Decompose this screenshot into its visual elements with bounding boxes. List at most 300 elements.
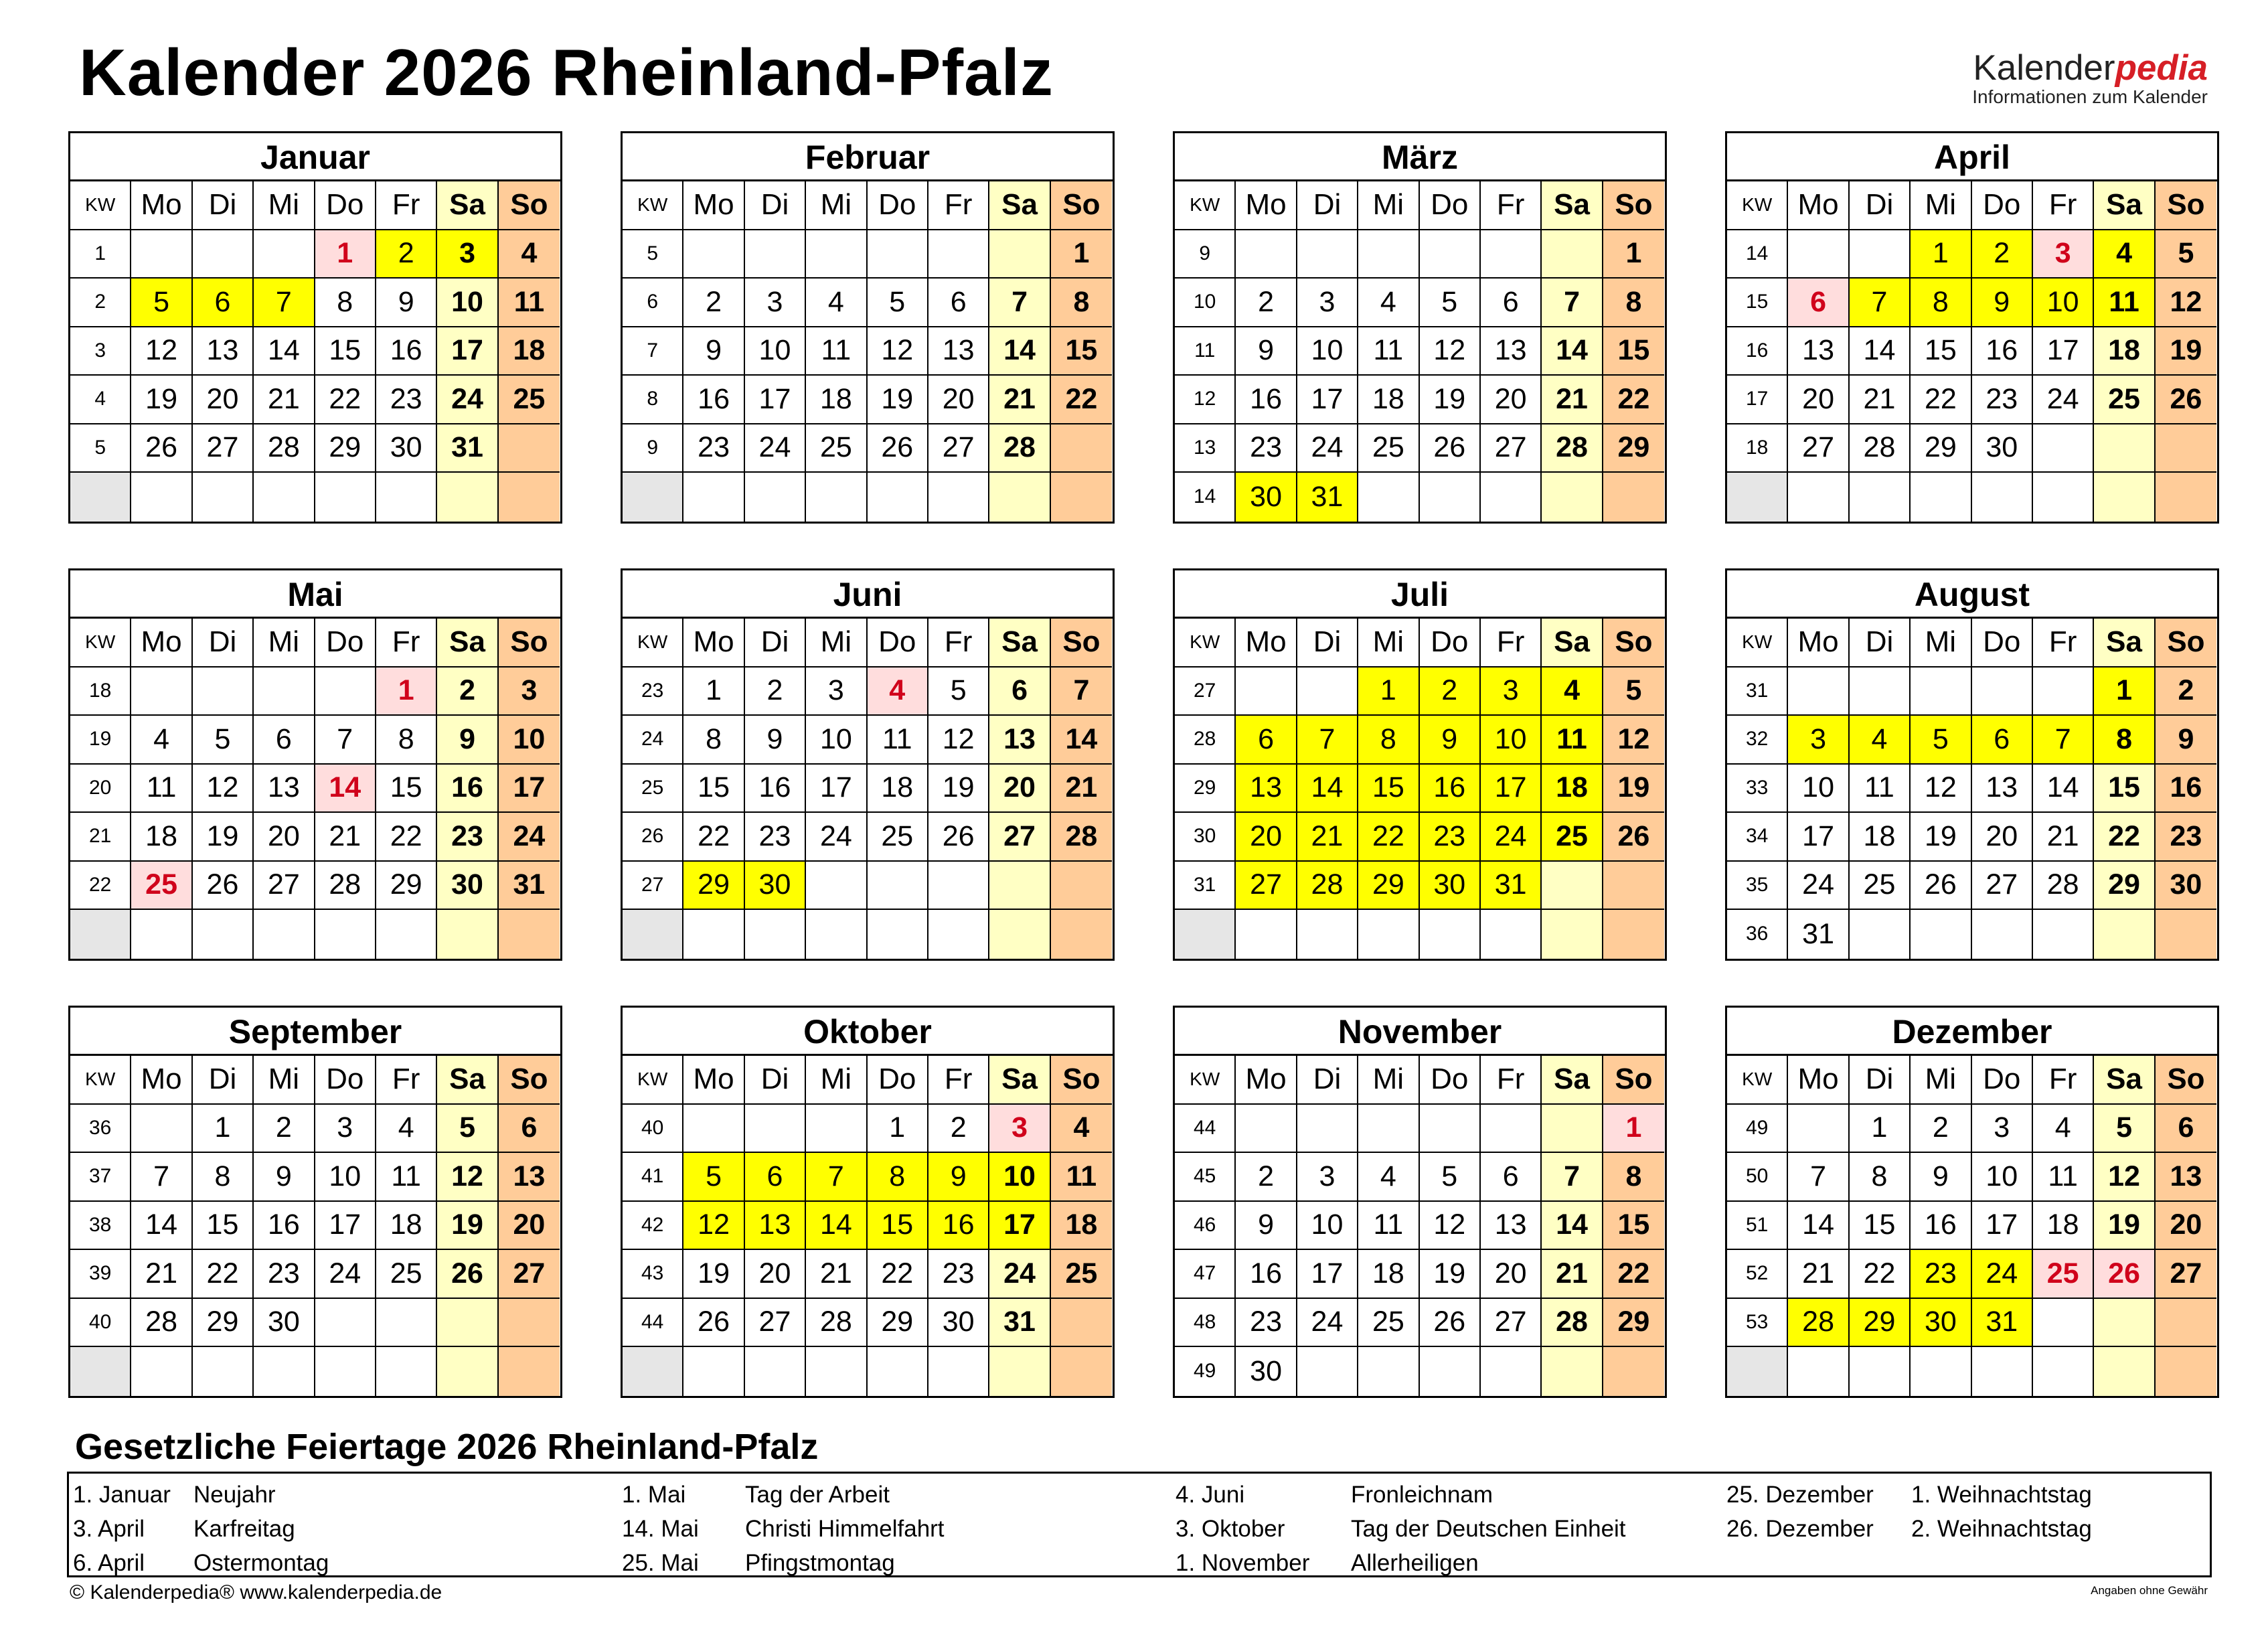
- day-cell[interactable]: 31: [1297, 473, 1358, 522]
- day-cell[interactable]: 6: [928, 279, 989, 327]
- day-cell[interactable]: 25: [499, 376, 560, 424]
- day-cell[interactable]: 30: [376, 424, 437, 473]
- day-cell[interactable]: 17: [2033, 327, 2094, 376]
- day-cell[interactable]: 21: [1788, 1250, 1849, 1299]
- day-cell[interactable]: 29: [1850, 1299, 1911, 1348]
- day-cell[interactable]: 17: [437, 327, 498, 376]
- day-cell[interactable]: 29: [2094, 862, 2155, 911]
- day-cell[interactable]: 9: [254, 1153, 315, 1202]
- day-cell[interactable]: 16: [1236, 376, 1297, 424]
- day-cell[interactable]: 26: [1420, 424, 1481, 473]
- day-cell[interactable]: 27: [1236, 862, 1297, 911]
- day-cell[interactable]: 6: [1481, 279, 1542, 327]
- day-cell[interactable]: 11: [1542, 716, 1603, 765]
- day-cell[interactable]: 25: [1051, 1250, 1112, 1299]
- day-cell[interactable]: 22: [1603, 376, 1664, 424]
- day-cell[interactable]: 24: [745, 424, 806, 473]
- day-cell[interactable]: 9: [745, 716, 806, 765]
- day-cell[interactable]: 15: [193, 1202, 254, 1251]
- day-cell[interactable]: 14: [131, 1202, 192, 1251]
- day-cell[interactable]: 16: [1236, 1250, 1297, 1299]
- day-cell[interactable]: 20: [928, 376, 989, 424]
- day-cell[interactable]: 16: [1972, 327, 2033, 376]
- day-cell[interactable]: 25: [2033, 1250, 2094, 1299]
- day-cell[interactable]: 20: [989, 765, 1050, 813]
- day-cell[interactable]: 2: [1911, 1105, 1971, 1154]
- day-cell[interactable]: 3: [2033, 230, 2094, 279]
- day-cell[interactable]: 15: [868, 1202, 928, 1251]
- day-cell[interactable]: 21: [989, 376, 1050, 424]
- day-cell[interactable]: 5: [1420, 279, 1481, 327]
- day-cell[interactable]: 5: [193, 716, 254, 765]
- day-cell[interactable]: 26: [131, 424, 192, 473]
- day-cell[interactable]: 9: [1972, 279, 2033, 327]
- day-cell[interactable]: 13: [1481, 327, 1542, 376]
- day-cell[interactable]: 20: [1236, 813, 1297, 862]
- day-cell[interactable]: 26: [683, 1299, 744, 1348]
- day-cell[interactable]: 28: [806, 1299, 867, 1348]
- day-cell[interactable]: 26: [193, 862, 254, 911]
- day-cell[interactable]: 20: [193, 376, 254, 424]
- day-cell[interactable]: 19: [1420, 376, 1481, 424]
- day-cell[interactable]: 11: [131, 765, 192, 813]
- day-cell[interactable]: 20: [745, 1250, 806, 1299]
- day-cell[interactable]: 25: [1358, 424, 1419, 473]
- day-cell[interactable]: 22: [376, 813, 437, 862]
- day-cell[interactable]: 10: [315, 1153, 376, 1202]
- day-cell[interactable]: 25: [1542, 813, 1603, 862]
- day-cell[interactable]: 28: [315, 862, 376, 911]
- day-cell[interactable]: 25: [376, 1250, 437, 1299]
- day-cell[interactable]: 17: [1788, 813, 1849, 862]
- day-cell[interactable]: 21: [2033, 813, 2094, 862]
- day-cell[interactable]: 10: [1972, 1153, 2033, 1202]
- day-cell[interactable]: 1: [193, 1105, 254, 1154]
- day-cell[interactable]: 21: [1850, 376, 1911, 424]
- day-cell[interactable]: 6: [745, 1153, 806, 1202]
- day-cell[interactable]: 11: [806, 327, 867, 376]
- day-cell[interactable]: 31: [1788, 910, 1849, 959]
- day-cell[interactable]: 7: [315, 716, 376, 765]
- day-cell[interactable]: 8: [1603, 1153, 1664, 1202]
- day-cell[interactable]: 9: [1911, 1153, 1971, 1202]
- day-cell[interactable]: 22: [2094, 813, 2155, 862]
- day-cell[interactable]: 21: [1051, 765, 1112, 813]
- day-cell[interactable]: 16: [376, 327, 437, 376]
- day-cell[interactable]: 13: [1972, 765, 2033, 813]
- day-cell[interactable]: 23: [2156, 813, 2216, 862]
- day-cell[interactable]: 18: [1358, 376, 1419, 424]
- day-cell[interactable]: 5: [1603, 668, 1664, 716]
- day-cell[interactable]: 18: [2094, 327, 2155, 376]
- day-cell[interactable]: 16: [683, 376, 744, 424]
- day-cell[interactable]: 24: [2033, 376, 2094, 424]
- day-cell[interactable]: 21: [1542, 376, 1603, 424]
- day-cell[interactable]: 7: [254, 279, 315, 327]
- day-cell[interactable]: 18: [806, 376, 867, 424]
- day-cell[interactable]: 12: [683, 1202, 744, 1251]
- day-cell[interactable]: 22: [1911, 376, 1971, 424]
- day-cell[interactable]: 15: [1911, 327, 1971, 376]
- day-cell[interactable]: 15: [1603, 327, 1664, 376]
- day-cell[interactable]: 6: [193, 279, 254, 327]
- day-cell[interactable]: 13: [1788, 327, 1849, 376]
- day-cell[interactable]: 17: [989, 1202, 1050, 1251]
- day-cell[interactable]: 13: [499, 1153, 560, 1202]
- day-cell[interactable]: 1: [1603, 1105, 1664, 1154]
- day-cell[interactable]: 21: [315, 813, 376, 862]
- day-cell[interactable]: 28: [1297, 862, 1358, 911]
- day-cell[interactable]: 2: [1420, 668, 1481, 716]
- day-cell[interactable]: 24: [989, 1250, 1050, 1299]
- day-cell[interactable]: 29: [193, 1299, 254, 1348]
- day-cell[interactable]: 8: [1911, 279, 1971, 327]
- day-cell[interactable]: 31: [1972, 1299, 2033, 1348]
- day-cell[interactable]: 2: [928, 1105, 989, 1154]
- day-cell[interactable]: 1: [1358, 668, 1419, 716]
- day-cell[interactable]: 19: [1603, 765, 1664, 813]
- day-cell[interactable]: 14: [1788, 1202, 1849, 1251]
- day-cell[interactable]: 28: [2033, 862, 2094, 911]
- day-cell[interactable]: 2: [2156, 668, 2216, 716]
- day-cell[interactable]: 7: [1850, 279, 1911, 327]
- day-cell[interactable]: 11: [868, 716, 928, 765]
- day-cell[interactable]: 6: [499, 1105, 560, 1154]
- day-cell[interactable]: 11: [376, 1153, 437, 1202]
- day-cell[interactable]: 5: [1420, 1153, 1481, 1202]
- day-cell[interactable]: 17: [499, 765, 560, 813]
- day-cell[interactable]: 17: [1297, 1250, 1358, 1299]
- day-cell[interactable]: 30: [745, 862, 806, 911]
- day-cell[interactable]: 15: [376, 765, 437, 813]
- day-cell[interactable]: 19: [683, 1250, 744, 1299]
- day-cell[interactable]: 9: [928, 1153, 989, 1202]
- day-cell[interactable]: 3: [499, 668, 560, 716]
- day-cell[interactable]: 16: [2156, 765, 2216, 813]
- day-cell[interactable]: 26: [2094, 1250, 2155, 1299]
- day-cell[interactable]: 7: [1297, 716, 1358, 765]
- day-cell[interactable]: 26: [1603, 813, 1664, 862]
- day-cell[interactable]: 23: [254, 1250, 315, 1299]
- day-cell[interactable]: 27: [499, 1250, 560, 1299]
- day-cell[interactable]: 9: [1420, 716, 1481, 765]
- day-cell[interactable]: 31: [437, 424, 498, 473]
- day-cell[interactable]: 2: [1972, 230, 2033, 279]
- day-cell[interactable]: 2: [254, 1105, 315, 1154]
- day-cell[interactable]: 27: [1788, 424, 1849, 473]
- day-cell[interactable]: 8: [1051, 279, 1112, 327]
- day-cell[interactable]: 23: [1911, 1250, 1971, 1299]
- day-cell[interactable]: 17: [1481, 765, 1542, 813]
- day-cell[interactable]: 15: [2094, 765, 2155, 813]
- day-cell[interactable]: 6: [1481, 1153, 1542, 1202]
- day-cell[interactable]: 23: [745, 813, 806, 862]
- day-cell[interactable]: 12: [2156, 279, 2216, 327]
- day-cell[interactable]: 4: [376, 1105, 437, 1154]
- day-cell[interactable]: 30: [1236, 473, 1297, 522]
- day-cell[interactable]: 14: [2033, 765, 2094, 813]
- day-cell[interactable]: 31: [499, 862, 560, 911]
- day-cell[interactable]: 8: [376, 716, 437, 765]
- day-cell[interactable]: 28: [1051, 813, 1112, 862]
- day-cell[interactable]: 26: [1420, 1299, 1481, 1348]
- day-cell[interactable]: 28: [1788, 1299, 1849, 1348]
- day-cell[interactable]: 14: [1542, 327, 1603, 376]
- day-cell[interactable]: 28: [1850, 424, 1911, 473]
- day-cell[interactable]: 23: [683, 424, 744, 473]
- day-cell[interactable]: 3: [745, 279, 806, 327]
- day-cell[interactable]: 30: [928, 1299, 989, 1348]
- day-cell[interactable]: 21: [1297, 813, 1358, 862]
- day-cell[interactable]: 10: [2033, 279, 2094, 327]
- day-cell[interactable]: 27: [928, 424, 989, 473]
- day-cell[interactable]: 26: [2156, 376, 2216, 424]
- day-cell[interactable]: 12: [437, 1153, 498, 1202]
- day-cell[interactable]: 7: [1051, 668, 1112, 716]
- day-cell[interactable]: 16: [1911, 1202, 1971, 1251]
- day-cell[interactable]: 8: [1358, 716, 1419, 765]
- day-cell[interactable]: 22: [315, 376, 376, 424]
- day-cell[interactable]: 1: [2094, 668, 2155, 716]
- day-cell[interactable]: 2: [376, 230, 437, 279]
- day-cell[interactable]: 26: [1911, 862, 1971, 911]
- day-cell[interactable]: 24: [1297, 1299, 1358, 1348]
- day-cell[interactable]: 6: [2156, 1105, 2216, 1154]
- day-cell[interactable]: 30: [254, 1299, 315, 1348]
- day-cell[interactable]: 12: [131, 327, 192, 376]
- day-cell[interactable]: 3: [1972, 1105, 2033, 1154]
- day-cell[interactable]: 27: [193, 424, 254, 473]
- day-cell[interactable]: 29: [315, 424, 376, 473]
- day-cell[interactable]: 12: [1911, 765, 1971, 813]
- day-cell[interactable]: 27: [745, 1299, 806, 1348]
- day-cell[interactable]: 14: [806, 1202, 867, 1251]
- day-cell[interactable]: 2: [1236, 1153, 1297, 1202]
- day-cell[interactable]: 1: [683, 668, 744, 716]
- day-cell[interactable]: 31: [989, 1299, 1050, 1348]
- day-cell[interactable]: 20: [1788, 376, 1849, 424]
- day-cell[interactable]: 16: [1420, 765, 1481, 813]
- day-cell[interactable]: 13: [1236, 765, 1297, 813]
- day-cell[interactable]: 17: [1972, 1202, 2033, 1251]
- day-cell[interactable]: 12: [1420, 327, 1481, 376]
- day-cell[interactable]: 30: [1972, 424, 2033, 473]
- day-cell[interactable]: 15: [1358, 765, 1419, 813]
- day-cell[interactable]: 10: [989, 1153, 1050, 1202]
- day-cell[interactable]: 3: [1297, 279, 1358, 327]
- day-cell[interactable]: 27: [254, 862, 315, 911]
- day-cell[interactable]: 13: [928, 327, 989, 376]
- day-cell[interactable]: 4: [1358, 279, 1419, 327]
- day-cell[interactable]: 6: [1788, 279, 1849, 327]
- day-cell[interactable]: 28: [1542, 424, 1603, 473]
- day-cell[interactable]: 23: [928, 1250, 989, 1299]
- day-cell[interactable]: 18: [2033, 1202, 2094, 1251]
- day-cell[interactable]: 4: [499, 230, 560, 279]
- day-cell[interactable]: 23: [1420, 813, 1481, 862]
- day-cell[interactable]: 25: [868, 813, 928, 862]
- day-cell[interactable]: 25: [806, 424, 867, 473]
- day-cell[interactable]: 4: [1358, 1153, 1419, 1202]
- day-cell[interactable]: 7: [1788, 1153, 1849, 1202]
- day-cell[interactable]: 10: [499, 716, 560, 765]
- day-cell[interactable]: 24: [1297, 424, 1358, 473]
- day-cell[interactable]: 3: [989, 1105, 1050, 1154]
- day-cell[interactable]: 6: [989, 668, 1050, 716]
- day-cell[interactable]: 12: [193, 765, 254, 813]
- day-cell[interactable]: 26: [868, 424, 928, 473]
- day-cell[interactable]: 5: [928, 668, 989, 716]
- day-cell[interactable]: 28: [254, 424, 315, 473]
- day-cell[interactable]: 23: [376, 376, 437, 424]
- day-cell[interactable]: 26: [928, 813, 989, 862]
- day-cell[interactable]: 19: [2156, 327, 2216, 376]
- day-cell[interactable]: 7: [989, 279, 1050, 327]
- day-cell[interactable]: 5: [2156, 230, 2216, 279]
- day-cell[interactable]: 22: [868, 1250, 928, 1299]
- day-cell[interactable]: 2: [437, 668, 498, 716]
- day-cell[interactable]: 29: [868, 1299, 928, 1348]
- day-cell[interactable]: 4: [868, 668, 928, 716]
- day-cell[interactable]: 28: [131, 1299, 192, 1348]
- day-cell[interactable]: 24: [499, 813, 560, 862]
- day-cell[interactable]: 2: [683, 279, 744, 327]
- day-cell[interactable]: 14: [1051, 716, 1112, 765]
- day-cell[interactable]: 19: [1911, 813, 1971, 862]
- day-cell[interactable]: 8: [315, 279, 376, 327]
- day-cell[interactable]: 1: [1850, 1105, 1911, 1154]
- day-cell[interactable]: 21: [1542, 1250, 1603, 1299]
- kalenderpedia-logo[interactable]: [1972, 50, 2208, 107]
- day-cell[interactable]: 30: [1236, 1347, 1297, 1396]
- day-cell[interactable]: 12: [868, 327, 928, 376]
- day-cell[interactable]: 25: [1358, 1299, 1419, 1348]
- day-cell[interactable]: 9: [376, 279, 437, 327]
- day-cell[interactable]: 19: [868, 376, 928, 424]
- day-cell[interactable]: 4: [1051, 1105, 1112, 1154]
- day-cell[interactable]: 24: [806, 813, 867, 862]
- day-cell[interactable]: 25: [2094, 376, 2155, 424]
- day-cell[interactable]: 1: [868, 1105, 928, 1154]
- day-cell[interactable]: 29: [376, 862, 437, 911]
- day-cell[interactable]: 4: [806, 279, 867, 327]
- day-cell[interactable]: 10: [437, 279, 498, 327]
- day-cell[interactable]: 7: [1542, 279, 1603, 327]
- day-cell[interactable]: 21: [131, 1250, 192, 1299]
- day-cell[interactable]: 14: [1542, 1202, 1603, 1251]
- day-cell[interactable]: 24: [437, 376, 498, 424]
- day-cell[interactable]: 30: [1420, 862, 1481, 911]
- day-cell[interactable]: 11: [1850, 765, 1911, 813]
- day-cell[interactable]: 8: [868, 1153, 928, 1202]
- day-cell[interactable]: 27: [2156, 1250, 2216, 1299]
- day-cell[interactable]: 18: [499, 327, 560, 376]
- day-cell[interactable]: 22: [1603, 1250, 1664, 1299]
- day-cell[interactable]: 4: [131, 716, 192, 765]
- day-cell[interactable]: 18: [131, 813, 192, 862]
- day-cell[interactable]: 19: [2094, 1202, 2155, 1251]
- day-cell[interactable]: 15: [1603, 1202, 1664, 1251]
- day-cell[interactable]: 10: [745, 327, 806, 376]
- day-cell[interactable]: 6: [1236, 716, 1297, 765]
- day-cell[interactable]: 18: [1850, 813, 1911, 862]
- day-cell[interactable]: 8: [683, 716, 744, 765]
- day-cell[interactable]: 3: [1788, 716, 1849, 765]
- day-cell[interactable]: 14: [1850, 327, 1911, 376]
- day-cell[interactable]: 22: [1358, 813, 1419, 862]
- day-cell[interactable]: 11: [499, 279, 560, 327]
- day-cell[interactable]: 2: [1236, 279, 1297, 327]
- day-cell[interactable]: 9: [437, 716, 498, 765]
- day-cell[interactable]: 29: [683, 862, 744, 911]
- day-cell[interactable]: 6: [1972, 716, 2033, 765]
- day-cell[interactable]: 7: [131, 1153, 192, 1202]
- day-cell[interactable]: 13: [1481, 1202, 1542, 1251]
- day-cell[interactable]: 11: [2033, 1153, 2094, 1202]
- day-cell[interactable]: 27: [1972, 862, 2033, 911]
- day-cell[interactable]: 13: [989, 716, 1050, 765]
- day-cell[interactable]: 23: [437, 813, 498, 862]
- day-cell[interactable]: 22: [683, 813, 744, 862]
- day-cell[interactable]: 23: [1972, 376, 2033, 424]
- day-cell[interactable]: 30: [2156, 862, 2216, 911]
- day-cell[interactable]: 27: [1481, 1299, 1542, 1348]
- day-cell[interactable]: 30: [437, 862, 498, 911]
- day-cell[interactable]: 17: [1297, 376, 1358, 424]
- day-cell[interactable]: 18: [376, 1202, 437, 1251]
- day-cell[interactable]: 13: [745, 1202, 806, 1251]
- day-cell[interactable]: 4: [2094, 230, 2155, 279]
- day-cell[interactable]: 12: [1420, 1202, 1481, 1251]
- day-cell[interactable]: 12: [2094, 1153, 2155, 1202]
- day-cell[interactable]: 26: [437, 1250, 498, 1299]
- day-cell[interactable]: 29: [1603, 1299, 1664, 1348]
- day-cell[interactable]: 19: [131, 376, 192, 424]
- day-cell[interactable]: 29: [1603, 424, 1664, 473]
- day-cell[interactable]: 14: [1297, 765, 1358, 813]
- day-cell[interactable]: 22: [1850, 1250, 1911, 1299]
- day-cell[interactable]: 9: [2156, 716, 2216, 765]
- day-cell[interactable]: 4: [2033, 1105, 2094, 1154]
- day-cell[interactable]: 21: [806, 1250, 867, 1299]
- day-cell[interactable]: 5: [131, 279, 192, 327]
- day-cell[interactable]: 24: [315, 1250, 376, 1299]
- day-cell[interactable]: 8: [193, 1153, 254, 1202]
- day-cell[interactable]: 11: [1051, 1153, 1112, 1202]
- day-cell[interactable]: 25: [131, 862, 192, 911]
- day-cell[interactable]: 4: [1850, 716, 1911, 765]
- day-cell[interactable]: 2: [745, 668, 806, 716]
- day-cell[interactable]: 5: [683, 1153, 744, 1202]
- day-cell[interactable]: 21: [254, 376, 315, 424]
- day-cell[interactable]: 20: [254, 813, 315, 862]
- day-cell[interactable]: 13: [254, 765, 315, 813]
- day-cell[interactable]: 6: [254, 716, 315, 765]
- day-cell[interactable]: 1: [1911, 230, 1971, 279]
- day-cell[interactable]: 17: [745, 376, 806, 424]
- day-cell[interactable]: 9: [1236, 327, 1297, 376]
- day-cell[interactable]: 8: [2094, 716, 2155, 765]
- day-cell[interactable]: 19: [437, 1202, 498, 1251]
- day-cell[interactable]: 29: [1911, 424, 1971, 473]
- day-cell[interactable]: 12: [1603, 716, 1664, 765]
- day-cell[interactable]: 29: [1358, 862, 1419, 911]
- day-cell[interactable]: 1: [1051, 230, 1112, 279]
- day-cell[interactable]: 18: [868, 765, 928, 813]
- day-cell[interactable]: 18: [1542, 765, 1603, 813]
- day-cell[interactable]: 5: [1911, 716, 1971, 765]
- day-cell[interactable]: 20: [1481, 376, 1542, 424]
